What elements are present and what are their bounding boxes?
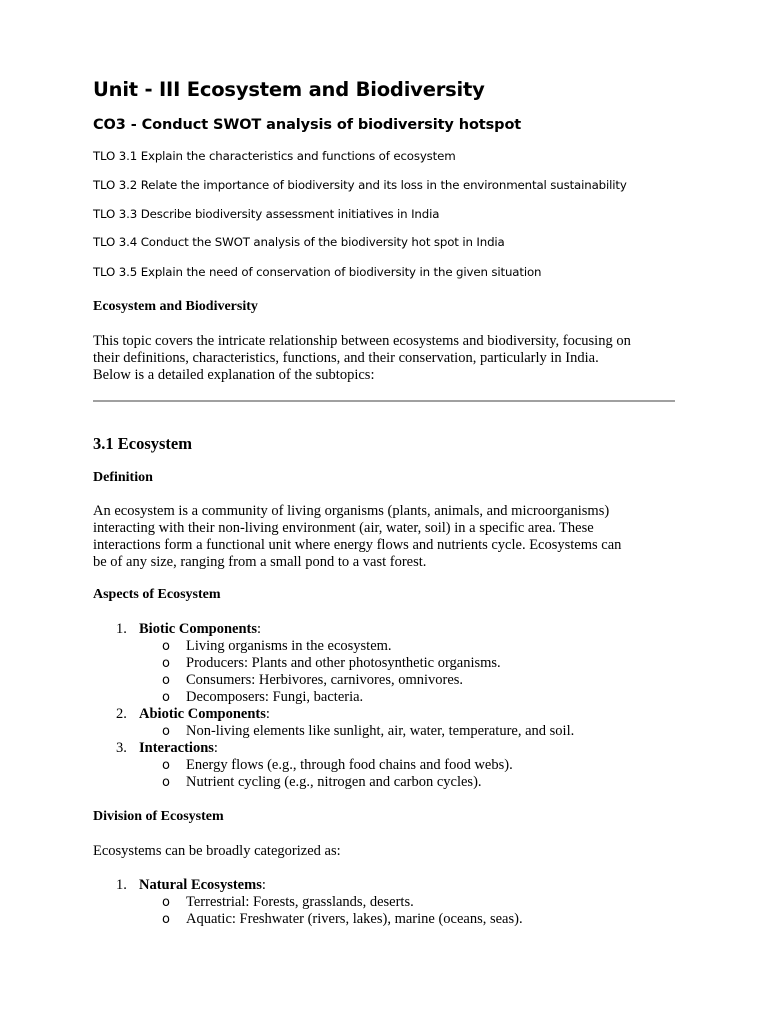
sub-list-item: Producers: Plants and other photosynthetic organisms.	[186, 655, 501, 671]
tlo-item: TLO 3.3 Describe biodiversity assessment initiatives in India	[93, 207, 440, 221]
definition-paragraph	[93, 503, 683, 571]
intro-heading: Ecosystem and Biodiversity	[93, 299, 258, 314]
paragraph-line: interacting with their non-living environment (air, water, soil) in a specific area. These	[93, 520, 594, 536]
list-item: Abiotic Components:	[139, 706, 270, 722]
division-intro: Ecosystems can be broadly categorized as:	[93, 843, 341, 859]
list-number: 1.	[116, 877, 127, 893]
list-number: 2.	[116, 706, 127, 722]
bullet-icon: o	[162, 639, 170, 654]
tlo-item: TLO 3.4 Conduct the SWOT analysis of the biodiversity hot spot in India	[93, 235, 505, 249]
bullet-icon: o	[162, 690, 170, 705]
bullet-icon: o	[162, 912, 170, 927]
list-item: Biotic Components:	[139, 621, 262, 637]
definition-heading: Definition	[93, 470, 153, 485]
bullet-icon: o	[162, 758, 170, 773]
course-outcome-heading: CO3 - Conduct SWOT analysis of biodiversity hotspot	[93, 117, 522, 133]
paragraph-line: interactions form a functional unit where energy flows and nutrients cycle. Ecosystems can	[93, 537, 622, 553]
paragraph-line: be of any size, ranging from a small pond to a vast forest.	[93, 554, 427, 570]
list-number: 3.	[116, 740, 127, 756]
intro-paragraph	[93, 333, 683, 384]
bullet-icon: o	[162, 775, 170, 790]
section-heading: 3.1 Ecosystem	[93, 434, 192, 453]
paragraph-line: An ecosystem is a community of living organisms (plants, animals, and microorganisms)	[93, 503, 610, 519]
tlo-item: TLO 3.2 Relate the importance of biodiversity and its loss in the environmental sustainability	[93, 178, 627, 192]
list-item-label: Biotic Components	[139, 621, 258, 637]
bullet-icon: o	[162, 724, 170, 739]
tlo-item: TLO 3.1 Explain the characteristics and functions of ecosystem	[93, 149, 456, 163]
paragraph-line: their definitions, characteristics, functions, and their conservation, particularly in India.	[93, 350, 599, 366]
list-item-label: Natural Ecosystems	[139, 877, 262, 893]
bullet-icon: o	[162, 895, 170, 910]
sub-list-item: Non-living elements like sunlight, air, water, temperature, and soil.	[186, 723, 575, 739]
bullet-icon: o	[162, 656, 170, 671]
sub-list-item: Consumers: Herbivores, carnivores, omnivores.	[186, 672, 464, 688]
sub-list-item: Aquatic: Freshwater (rivers, lakes), marine (oceans, seas).	[186, 911, 523, 927]
horizontal-rule	[93, 400, 675, 402]
sub-list-item: Living organisms in the ecosystem.	[186, 638, 392, 654]
aspects-heading: Aspects of Ecosystem	[93, 587, 221, 602]
sub-list-item: Terrestrial: Forests, grasslands, deserts.	[186, 894, 414, 910]
division-heading: Division of Ecosystem	[93, 809, 224, 824]
list-item-label: Interactions	[139, 740, 214, 756]
paragraph-line: This topic covers the intricate relationship between ecosystems and biodiversity, focusing on	[93, 333, 631, 349]
list-item: Natural Ecosystems:	[139, 877, 266, 893]
sub-list-item: Energy flows (e.g., through food chains and food webs).	[186, 757, 513, 773]
list-item-label: Abiotic Components	[139, 706, 266, 722]
tlo-item: TLO 3.5 Explain the need of conservation of biodiversity in the given situation	[93, 265, 542, 279]
list-number: 1.	[116, 621, 127, 637]
bullet-icon: o	[162, 673, 170, 688]
sub-list-item: Nutrient cycling (e.g., nitrogen and carbon cycles).	[186, 774, 482, 790]
sub-list-item: Decomposers: Fungi, bacteria.	[186, 689, 364, 705]
list-item: Interactions:	[139, 740, 218, 756]
unit-title: Unit - III Ecosystem and Biodiversity	[93, 78, 485, 101]
paragraph-line: Below is a detailed explanation of the subtopics:	[93, 367, 375, 383]
